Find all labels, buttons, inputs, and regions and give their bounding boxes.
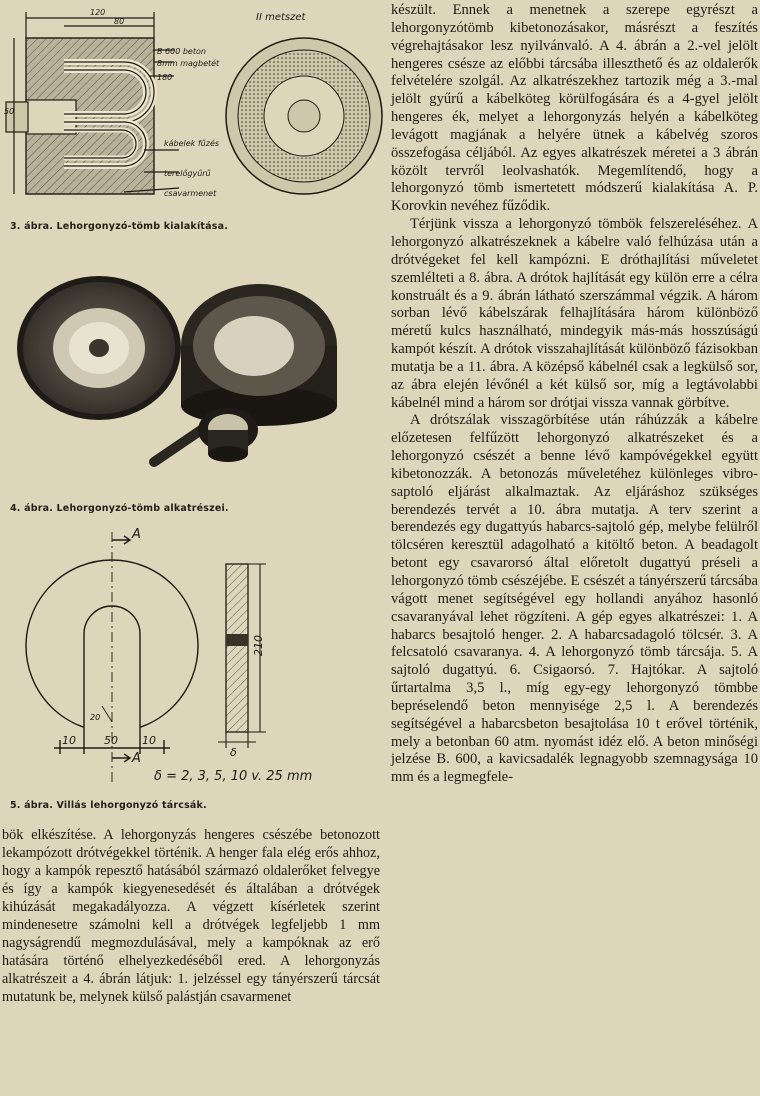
fig3-cable-label: kábelek fűzés xyxy=(164,139,220,148)
fig3-dim-top2: 80 xyxy=(114,17,125,26)
fig3-dim-180: 180 xyxy=(157,73,173,82)
left-text-column xyxy=(2,827,380,1007)
end-view-disk xyxy=(226,38,382,194)
figure-5-drawing xyxy=(4,522,386,797)
fig5-section-a-bottom: A xyxy=(132,751,141,766)
fig3-dim-top: 120 xyxy=(90,8,106,17)
right-paragraph-3: A drótszálak visszagörbítése után ráhúzzák a kábelre előzetesen felfűzött lehorgonyzó alkatrészeket és a lehorgonyzó csészét a benne lévő kampóvégekkel együtt kibetonozzák. A betonozás műveletéhez különleges vibro-saptoló eljárást alkalmaztak. Az eljáráshoz szükséges berendezés tervét a 10. ábra mutatja. A terv szerint a berendezés egy dugattyús habarcs-sajtoló gép, melybe felülről tölcséren keresztül adagolható a kitöltő beton. A beadagolt betont egy csavarorsó által előretolt dugattyú préseli a lehorgonyzó tömb csészéjébe. E csészét a tányérszerű tárcsába vágott menet segítségével egy hollandi anyához hasonló csavaranyával lehet rögzíteni. A gép egyes alkatrészei: 1. A habarcs besajtoló henger. 2. A habarcsadagoló tölcsér. 3. A felcsatoló csavaranya. 4. A lehorgonyzó tömb tárcsája. 5. A sajtoló dugattyú. 6. Csigaorsó. 7. Hajtókar. A sajtoló űrtartalma 3,5 l., míg egy-egy lehorgonyzó tömbbe bepréselendő beton mennyisége 2,5 l. A berendezés segítségével a habarcsbeton besajtolása 10 t erővel történik, mely a betonban 60 atm. nyomást idéz elő. A beton minőségi jelzése B. 600, a kavicsadalék legnagyobb szemnagysága 10 mm és a legmegfele- xyxy=(391,412,758,786)
right-paragraph-2: Térjünk vissza a lehorgonyzó tömbök felszereléséhez. A lehorgonyzó alkatrészeknek a kábelre való felhúzása után a drótvégeket fel kell kampózni. E dróthajlítási műveletet szemlélteti a 8. ábra. A drótok hajlítását egy külön erre a célra konstruált és a 9. ábrán látható szerszámmal végzik. A három sorban lévő kábelszárak felhajlítására három különböző méretű kulcs használható, mindegyik más-más hosszúságú kampót készít. A drótok visszahajlítását különböző fázisokban mutatja be a 11. ábra. A középső kábelnél csak a legkülső sor, az ábra elején lévőnél a két külső sor, míg a legtávolabbi kábelnél mind a három sor drótjai vissza vannak görbítve. xyxy=(391,216,758,411)
figure-3-caption: 3. ábra. Lehorgonyzó-tömb kialakítása. xyxy=(10,221,229,232)
fig5-thickness-note: δ = 2, 3, 5, 10 v. 25 mm xyxy=(154,769,313,784)
fig5-dim-10-left: 10 xyxy=(62,734,76,747)
fig3-centering-label: terelőgyűrű xyxy=(164,169,211,178)
figure-5-caption: 5. ábra. Villás lehorgonyzó tárcsák. xyxy=(10,800,207,811)
fig5-dim-50: 50 xyxy=(104,734,118,747)
fig5-dim-210: 210 xyxy=(252,635,265,656)
fig5-section-a-top: A xyxy=(132,527,141,542)
wedge-ring-part xyxy=(154,408,258,462)
figure-3-drawing xyxy=(4,4,386,216)
right-paragraph-1: készült. Ennek a menetnek a szerepe egyrészt a lehorgonyzótömb kibetonozásakor, másrészt a feszítés végrehajtásakor lesz nyilvánvaló. A 4. ábrán a 2.-vel jelölt hengeres csésze az előbbi tárcsába illeszthető és az oldalerők felvételére szolgál. Az alkatrészekhez tartozik még a 3.-mal jelölt gyűrű a kábelköteg körülfogására és a 4-gyel jelölt hengeres ék, melyet a lehorgonyzás helyén a kábelköteg levágott magjának a helyére ütnek a kábelvég szoros összefogása céljából. Az egyes alkatrészek méretei a 3 ábrán közölt tervről leolvashatók. Megemlítendő, hogy a lehorgonyzó tömb ismertetett módszerű kialakítása A. P. Korovkin nevéhez fűződik. xyxy=(391,2,758,215)
fig3-dim-side: 50 xyxy=(4,107,15,116)
right-text-column xyxy=(391,2,758,787)
fig5-dim-10-right: 10 xyxy=(142,734,156,747)
fig5-dim-r: 20 xyxy=(90,713,101,722)
fig5-dim-delta: δ xyxy=(230,746,237,759)
left-paragraph-1: bök elkészítése. A lehorgonyzás hengeres csészébe betonozott lekampózott drótvégekkel történik. A henger fala elég erős ahhoz, hogy a kampók repesztő hatásából származó oldalerőket felvegye és így a kampók kiegyenesedését és általában a drótvégek kihúzását megakadályozza. A végzett kísérletek szerint mindenesetre számolni kell a drótvégek legfeljebb 1 mm nagyságrendű megmozdulásával, mely a kampóknak az erő hatására történő elhelyezkedéséből ered. A lehorgonyzás alkatrészeit a 4. ábrán látjuk: 1. jelzéssel egy tányérszerű tárcsát mutatunk be, melynek külső palástján csavarmenet xyxy=(2,827,380,1005)
fig3-concrete-label: B 600 beton xyxy=(157,47,206,56)
figure-4-photo xyxy=(4,248,386,498)
fig3-section-label: II metszet xyxy=(256,12,306,23)
anchor-cup-part xyxy=(181,284,337,426)
figure-4-caption: 4. ábra. Lehorgonyzó-tömb alkatrészei. xyxy=(10,503,229,514)
fig3-thread-label: csavarmenet xyxy=(164,189,217,198)
fig3-wire-label: 8mm magbetét xyxy=(157,59,220,68)
anchor-disk-part xyxy=(17,276,181,420)
